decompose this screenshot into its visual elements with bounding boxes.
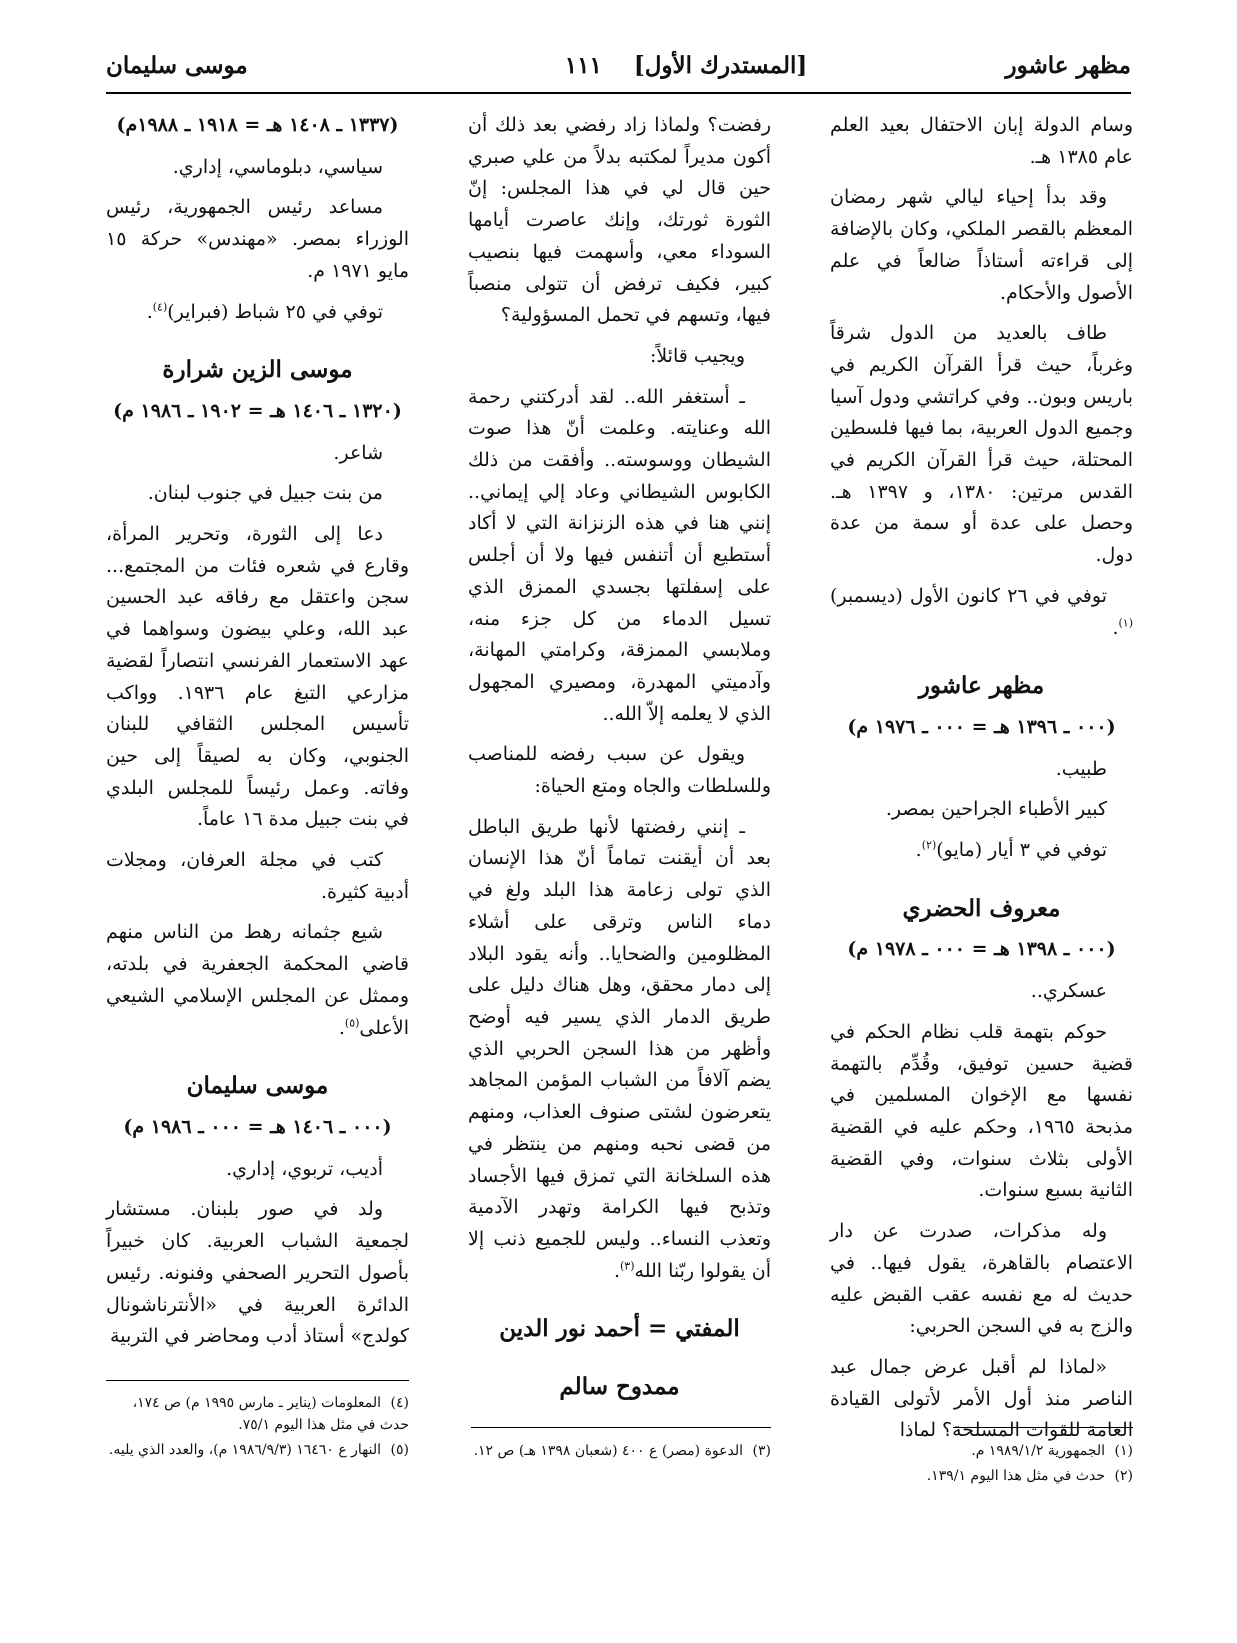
paragraph: سياسي، دبلوماسي، إداري. bbox=[172, 155, 383, 178]
entry-dates: (١٣٣٧ ـ ١٤٠٨ هـ = ١٩١٨ ـ ١٩٨٨م) bbox=[116, 114, 399, 136]
death-text: توفي في ٣ أيار (مايو) bbox=[936, 839, 1107, 862]
footnote bbox=[830, 1440, 1133, 1462]
paragraph-text: شيع جثمانه رهط من الناس منهم قاضي المحكمة الجعفرية في بلدته، وممثل عن المجلس الإسلامي الشيعي الأعلى bbox=[106, 921, 409, 1039]
column-left bbox=[106, 110, 409, 1362]
paragraph: ـ أستغفر الله.. لقد أدركتني رحمة الله وعنايته. وعلمت أنّ هذا صوت الشيطان ووسوسته.. وأفقت من ذلك الكابوس الشيطاني وعاد إلي إيماني.. إنني هنا في هذه الزنزانة التي لا أكاد أستطيع أن أتنفس فيها ولا أن أجلس على إسفلتها بجسدي الممزق الذي تسيل الدماء من كل جزء منه، وملابسي الممزقة، وكرامتي المهانة، وآدميتي المهدرة، ومصيري المجهول الذي لا يعلمه إلاّ الله.. bbox=[468, 385, 771, 725]
footnote-number: (٥) bbox=[390, 1442, 409, 1458]
footnote-ref: (٣) bbox=[620, 1259, 635, 1273]
cross-reference: المفتي = أحمد نور الدين bbox=[499, 1315, 740, 1343]
paragraph: طاف بالعديد من الدول شرقاً وغرباً، حيث قرأ القرآن الكريم في باريس وبون.. وفي كراتشي ودول آسيا وجميع الدول العربية، بما فيها فلسطين المحتلة، حيث قرأ القرآن الكريم في القدس مرتين: ١٣٨٠، و ١٣٩٧ هـ. وحصل على عدة أو سمة من عدة دول. bbox=[830, 322, 1133, 567]
footnote bbox=[106, 1392, 409, 1436]
entry-title: ممدوح سالم bbox=[559, 1373, 680, 1401]
paragraph: ـ إنني رفضتها لأنها طريق الباطل بعد أن أيقنت تماماً أنّ هذا الإنسان الذي تولى زعامة هذا البلد ولغ في دماء الناس وترقى على أشلاء المظلومين والضحايا.. وأنه يقود البلاد إلى دمار محقق، وهل هناك دليل على طريق الدمار الذي يسير فيه أوضح وأظهر من هذا السجن الحربي الذي يضم آلافاً من الشباب المؤمن المجاهد يتعرضون لشتى صنوف العذاب، ومنهم من قضى نحبه ومنهم من ينتظر في هذه السلخانة التي تمزق فيها الأجساد وتذبح فيها الكرامة وتهدر الآدمية وتعذب النساء.. وليس للجميع ذنب إلا أن يقولوا ربّنا الله$^{(٣)}$. bbox=[468, 815, 771, 1282]
footnote bbox=[830, 1465, 1133, 1487]
footnote-rule bbox=[106, 1380, 409, 1381]
paragraph: أديب، تربوي، إداري. bbox=[226, 1157, 383, 1180]
footnote-text: النهار ع ١٦٤٦٠ (١٩٨٦/٩/٣ م)، والعدد الذي يليه. bbox=[108, 1442, 381, 1458]
paragraph: وسام الدولة إبان الاحتفال بعيد العلم عام ١٣٨٥ هـ. bbox=[830, 114, 1133, 168]
footnote-number: (٣) bbox=[752, 1443, 771, 1459]
paragraph: حوكم بتهمة قلب نظام الحكم في قضية حسين توفيق، وقُدِّم بالتهمة نفسها مع الإخوان المسلمين في مذبحة ١٩٦٥، وحكم عليه في القضية الأولى بثلاث سنوات، وفي القضية الثانية بسبع سنوات. bbox=[830, 1020, 1133, 1202]
paragraph: شاعر. bbox=[333, 441, 383, 464]
footnote bbox=[106, 1439, 409, 1461]
entry-title: مظهر عاشور bbox=[918, 672, 1045, 700]
paragraph: رفضت؟ ولماذا زاد رفضي بعد ذلك أن أكون مديراً لمكتبه بدلاً من علي صبري حين قال لي في هذا المجلس: إنّ الثورة ثورتك، وإنك عاصرت أيامها السوداء معي، وأسهمت فيها بنصيب كبير، فكيف ترفض أن تتولى منصباً فيها، وتسهم في تحمل المسؤولية؟ bbox=[468, 114, 771, 327]
footnotes-middle bbox=[468, 1440, 771, 1465]
paragraph: وقد بدأ إحياء ليالي شهر رمضان المعظم بالقصر الملكي، وكان بالإضافة إلى قراءته أستاذاً ضالعاً في علم الأصول والأحكام. bbox=[830, 186, 1133, 304]
header-section-title: [المستدرك الأول] bbox=[633, 52, 808, 79]
footnote-text: حدث في مثل هذا اليوم ١٣٩/١. bbox=[926, 1468, 1105, 1484]
footnote bbox=[468, 1440, 771, 1462]
footnote-text: الدعوة (مصر) ع ٤٠٠ (شعبان ١٣٩٨ هـ) ص ١٢. bbox=[473, 1443, 743, 1459]
paragraph: دعا إلى الثورة، وتحرير المرأة، وقارع في شعره فئات من المجتمع... سجن واعتقل مع رفاقه عبد الحسين عبد الله، وعلي بيضون وسواهما في عهد الاستعمار الفرنسي انتصاراً لقضية مزارعي التبغ عام ١٩٣٦. وواكب تأسيس المجلس الثقافي للبنان الجنوبي، وكان به لصيقاً إلى حين وفاته. وعمل رئيساً للمجلس البلدي في بنت جبيل مدة ١٦ عاماً. bbox=[106, 523, 409, 831]
entry-dates: (١٣٢٠ ـ ١٤٠٦ هـ = ١٩٠٢ ـ ١٩٨٦ م) bbox=[113, 399, 402, 422]
footnotes-left bbox=[106, 1392, 409, 1464]
column-right bbox=[830, 110, 1133, 1456]
paragraph: كبير الأطباء الجراحين بمصر. bbox=[885, 798, 1107, 821]
header-rule bbox=[106, 92, 1131, 94]
paragraph-text: ـ إنني رفضتها لأنها طريق الباطل بعد أن أيقنت تماماً أنّ هذا الإنسان الذي تولى زعامة هذا البلد ولغ في دماء الناس وترقى على أشلاء المظلومين والضحايا.. وأنه يقود البلاد إلى دمار محقق، وهل هناك دليل على طريق الدمار الذي يسير فيه أوضح وأظهر من هذا السجن الحربي الذي يضم آلافاً من الشباب المؤمن المجاهد يتعرضون لشتى صنوف العذاب، ومنهم من قضى نحبه ومنهم من ينتظر في هذه السلخانة التي تمزق فيها الأجساد وتذبح فيها الكرامة وتهدر الآدمية وتعذب النساء.. وليس للجميع ذنب إلا أن يقولوا ربّنا الله bbox=[468, 815, 771, 1282]
footnote-text: الجمهورية ١٩٨٩/١/٢ م. bbox=[971, 1443, 1105, 1459]
entry-dates: (٠٠٠ ـ ١٣٩٨ هـ = ٠٠٠ ـ ١٩٧٨ م) bbox=[847, 938, 1116, 961]
entry-dates: (٠٠٠ ـ ١٤٠٦ هـ = ٠٠٠ ـ ١٩٨٦ م) bbox=[123, 1115, 392, 1138]
header-entry-end: موسى سليمان bbox=[106, 52, 248, 79]
footnote-number: (٢) bbox=[1114, 1468, 1133, 1484]
footnote-ref: (١) bbox=[1118, 616, 1133, 630]
footnote-ref: (٢) bbox=[921, 838, 937, 852]
footnote-rule bbox=[471, 1427, 771, 1428]
page-number: ١١١ bbox=[564, 52, 602, 79]
paragraph: «لماذا لم أقبل عرض جمال عبد الناصر منذ أول الأمر لأتولى القيادة العامة للقوات المسلحة؟ لماذا bbox=[830, 1355, 1133, 1442]
death-note: توفي في ٣ أيار (مايو)$^{(٢)}$. bbox=[915, 838, 1107, 862]
death-text: توفي في ٢٦ كانون الأول (ديسمبر) bbox=[830, 584, 1107, 607]
paragraph: وله مذكرات، صدرت عن دار الاعتصام بالقاهرة، يقول فيها.. في حديث له مع نفسه عقب القبض عليه والزج به في السجن الحربي: bbox=[830, 1220, 1133, 1338]
death-note: توفي في ٢٦ كانون الأول (ديسمبر)$^{(١)}$. bbox=[830, 584, 1133, 639]
entry-title: معروف الحضري bbox=[902, 894, 1061, 922]
paragraph: ولد في صور بلبنان. مستشار لجمعية الشباب العربية. كان خبيراً بأصول التحرير الصحفي وفنونه. رئيس الدائرة العربية في «الأنترناشونال كولدج» أستاذ أدب ومحاضر في التربية bbox=[106, 1198, 409, 1348]
death-note: توفي في ٢٥ شباط (فبراير)$^{(٤)}$. bbox=[146, 300, 383, 323]
paragraph: ويجيب قائلاً: bbox=[649, 344, 745, 367]
footnotes-right bbox=[830, 1440, 1133, 1490]
column-middle bbox=[468, 110, 771, 1413]
paragraph: كتب في مجلة العرفان، ومجلات أدبية كثيرة. bbox=[106, 849, 409, 903]
footnote-ref: (٥) bbox=[344, 1016, 360, 1030]
header-center bbox=[536, 52, 836, 79]
footnote-number: (٤) bbox=[390, 1395, 409, 1411]
paragraph: ويقول عن سبب رفضه للمناصب وللسلطات والجاه ومتع الحياة: bbox=[468, 743, 771, 798]
footnote-text: المعلومات (يناير ـ مارس ١٩٩٥ م) ص ١٧٤، حدث في مثل هذا اليوم ٧٥/١. bbox=[132, 1395, 409, 1433]
paragraph: مساعد رئيس الجمهورية، رئيس الوزراء بمصر. «مهندس» حركة ١٥ مايو ١٩٧١ م. bbox=[106, 196, 409, 282]
death-text: توفي في ٢٥ شباط (فبراير) bbox=[167, 300, 383, 323]
footnote-rule bbox=[953, 1427, 1133, 1428]
paragraph: طبيب. bbox=[1055, 757, 1107, 780]
paragraph: عسكري.. bbox=[1030, 980, 1107, 1003]
paragraph: شيع جثمانه رهط من الناس منهم قاضي المحكمة الجعفرية في بلدته، وممثل عن المجلس الإسلامي الشيعي الأعلى$^{(٥)}$. bbox=[106, 921, 409, 1039]
entry-dates: (٠٠٠ ـ ١٣٩٦ هـ = ٠٠٠ ـ ١٩٧٦ م) bbox=[847, 715, 1116, 738]
footnote-ref: (٤) bbox=[152, 300, 168, 314]
entry-title: موسى الزين شرارة bbox=[162, 356, 353, 384]
footnote-number: (١) bbox=[1114, 1443, 1133, 1459]
paragraph: من بنت جبيل في جنوب لبنان. bbox=[147, 482, 383, 505]
running-header bbox=[106, 46, 1131, 86]
entry-title: موسى سليمان bbox=[186, 1072, 329, 1100]
header-entry-start: مظهر عاشور bbox=[1005, 52, 1131, 79]
